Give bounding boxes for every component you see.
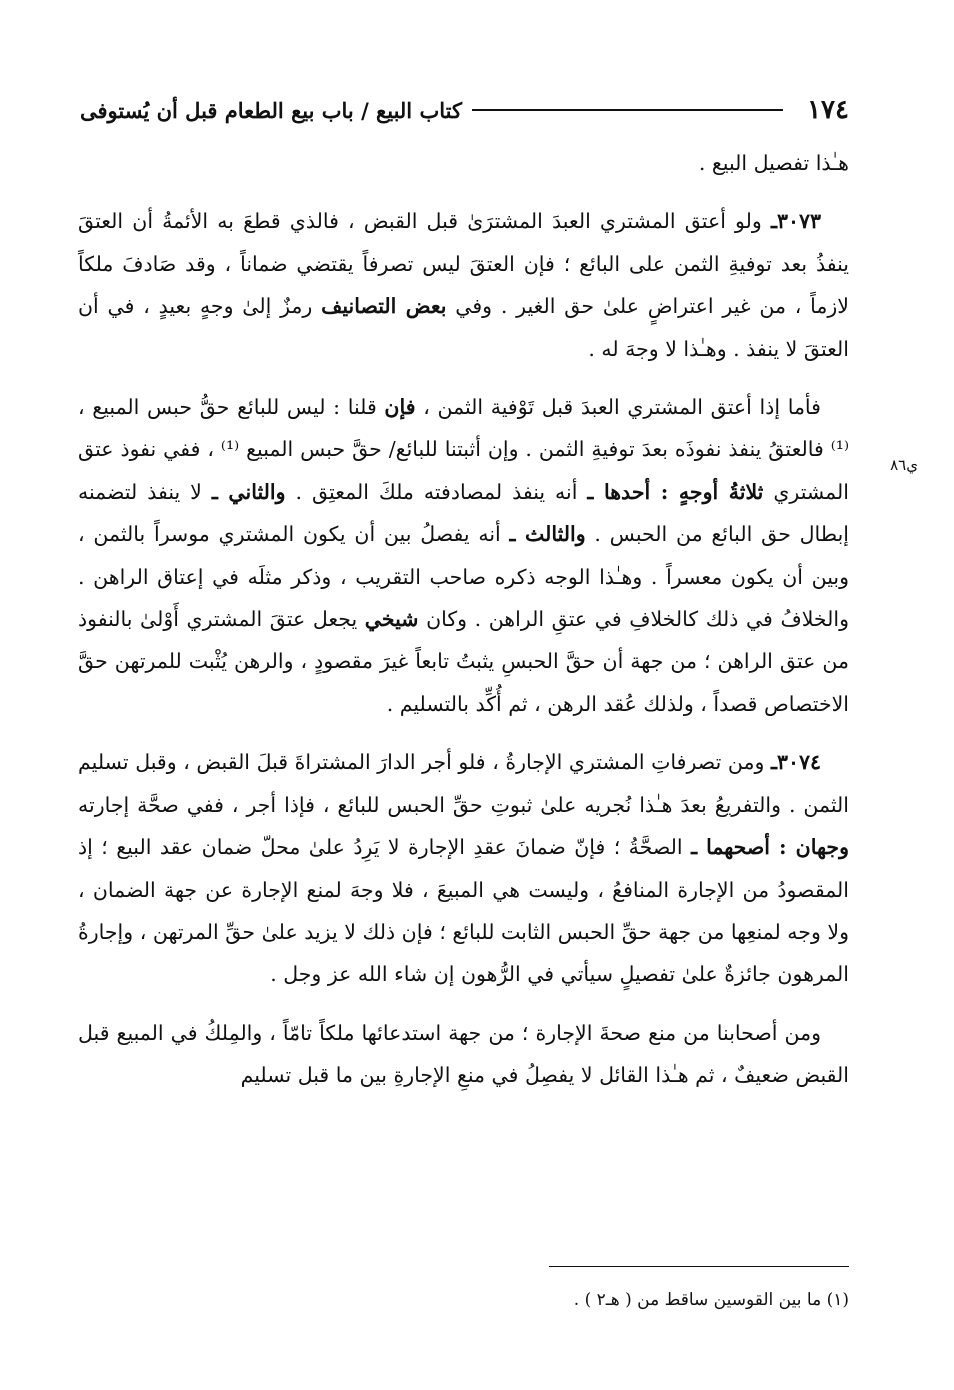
issue-number: ٣٠٧٣ـ <box>770 209 821 234</box>
bold-text: وجهان : أصحهما ـ <box>691 835 849 860</box>
bold-text: شيخي <box>364 607 419 632</box>
paragraph <box>78 200 849 370</box>
issue-number: ٣٠٧٤ـ <box>770 750 821 775</box>
bold-text: والثالث ـ <box>509 522 586 547</box>
text-segment: ومن تصرفاتِ المشتري الإجارةُ ، فلو أجر الدارَ المشتراةَ قبلَ القبض ، وقبل تسليم الثمن . والتفريعُ بعدَ هـٰذا نُجريه علىٰ ثبوتِ حقِّ الحبس للبائع ، فإذا أجر ، ففي صحَّة إجارته <box>78 750 849 817</box>
text-segment: قلنا : ليس للبائع حقُّ حبس المبيع ، ⁽¹⁾ فالعتقُ ينفذ نفوذَه بعدَ توفيةِ الثمن . وإن أثبتنا للبائع/ حقَّ حبس المبيع ⁽¹⁾ ، ففي نفوذ عتق المشتري <box>78 395 849 504</box>
footnote: (١) ما بين القوسين ساقط من ( هـ٢ ) . <box>573 1290 849 1310</box>
footnote-rule <box>549 1266 849 1267</box>
bold-text: والثاني ـ <box>211 479 286 504</box>
text-segment: فأما إذا أعتق المشتري العبدَ قبل تَوْفية الثمن ، <box>415 395 821 420</box>
text-segment: أنه يفصلُ بين أن يكون المشتري موسراً بالثمن ، وبين أن يكون معسراً . وهـٰذا الوجه ذكره صاحب التقريب ، وذكر مثلَه في إعتاق الراهن . والخلافُ في ذلك كالخلافِ في عتقِ الراهن . وكان <box>78 522 849 632</box>
bold-text: فإن <box>384 395 416 420</box>
page-header <box>80 90 849 130</box>
bold-text: ثلاثةُ أوجهٍ : أحدها ـ <box>587 479 764 504</box>
body-text <box>78 142 849 1097</box>
page-number: ١٧٤ <box>807 95 849 125</box>
running-title: كتاب البيع / باب بيع الطعام قبل أن يُستوفى <box>80 97 462 123</box>
text-segment: الصحَّةُ ؛ فإنّ ضمانَ عقدِ الإجارة لا يَرِدُ علىٰ محلّ ضمان عقد البيع ؛ إذ المقصودُ من الإجارة المنافعُ ، وليست هي المبيعَ ، فلا وجهَ لمنع الإجارة عن جهة الضمان ، ولا وجه لمنعِها من جهة حقِّ الحبس الثابت للبائع ؛ فإن ذلك لا يزيد علىٰ حقِّ المرتهن ، وإجارةُ المرهون جائزةٌ علىٰ تفصيلٍ سيأتي في الرُّهون إن شاء الله عز وجل . <box>78 835 849 987</box>
text-segment: يجعل عتقَ المشتري أَوْلىٰ بالنفوذ من عتق الراهن ؛ من جهة أن حقَّ الحبسِ يثبتُ تابعاً غيرَ مقصودٍ ، والرهن يُثْبت للمرتهن حقَّ الاختصاص قصداً ، ولذلك عُقد الرهن ، ثم أُكِّد بالتسليم . <box>78 607 849 716</box>
margin-note: ي٨٦ <box>890 456 918 474</box>
paragraph <box>78 741 849 995</box>
text-segment: أنه ينفذ لمصادفته ملكَ المعتِق . <box>285 479 588 504</box>
header-rule <box>472 109 783 111</box>
text-segment: رمزٌ إلىٰ وجهٍ بعيدٍ ، في أن العتقَ لا ينفذ . وهـٰذا لا وجهَ له . <box>78 294 849 361</box>
text-segment: لا ينفذ لتضمنه إبطال حق البائع من الحبس . <box>78 479 849 547</box>
bold-text: بعض التصانيف <box>321 294 447 319</box>
paragraph: ومن أصحابنا من منع صحةَ الإجارة ؛ من جهة استدعائها ملكاً تامّاً ، والمِلكُ في المبيع قبل القبض ضعيفٌ ، ثم هـٰذا القائل لا يفصِلُ في منعِ الإجارةِ بين ما قبل تسليم <box>78 1020 849 1088</box>
paragraph: هـٰذا تفصيل البيع . <box>698 151 849 175</box>
paragraph <box>78 386 849 725</box>
text-segment: ولو أعتق المشتري العبدَ المشترَىٰ قبل القبض ، فالذي قطعَ به الأئمةُ أن العتقَ ينفذُ بعد توفيةِ الثمن على البائع ؛ فإن العتقَ ليس تصرفاً يقتضي ضماناً ، وقد صَادفَ ملكاً لازماً ، من غير اعتراضٍ علىٰ حق الغير . وفي <box>78 209 849 319</box>
